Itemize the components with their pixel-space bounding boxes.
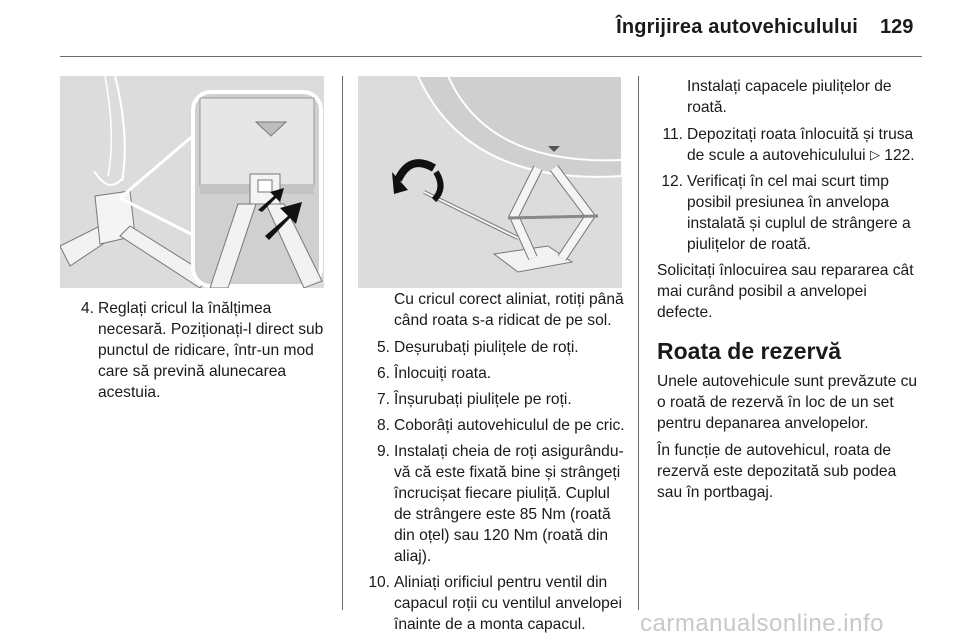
- step-number: 12.: [661, 173, 683, 190]
- watermark: carmanualsonline.info: [640, 610, 884, 637]
- arrow-reference-icon: ▷: [869, 147, 880, 162]
- list-item: [364, 441, 626, 567]
- column-1-text: [68, 298, 330, 408]
- step-number: 5.: [376, 339, 390, 356]
- step-number: 10.: [368, 574, 390, 591]
- list-item: [364, 415, 626, 436]
- step-text: Instalați cheia de roți asigurându-vă că este fixată bine și strângeți încrucișat fiecare piuliță. Cuplul de strângere este 85 Nm (roată din oțel) sau 120 Nm (roată din aliaj).: [394, 443, 624, 565]
- step-text: Aliniați orificiul pentru ventil din capacul roții cu ventilul anvelopei înainte de a monta capacul.: [394, 574, 622, 633]
- step-number: 9.: [376, 443, 390, 460]
- column-3-text: [657, 76, 923, 509]
- step-number: 7.: [376, 391, 390, 408]
- jack-cranking-illustration: [358, 76, 622, 288]
- page-header-title: Îngrijirea autovehiculului: [616, 16, 858, 38]
- paragraph: Solicitați înlocuirea sau repararea cât mai curând posibil a anvelopei defecte.: [657, 262, 914, 321]
- section-heading: Roata de rezervă: [657, 338, 842, 364]
- step-number: 8.: [376, 417, 390, 434]
- step-text: Înșurubați piulițele pe roți.: [394, 391, 572, 408]
- step-text: Coborâți autovehiculul de pe cric.: [394, 417, 625, 434]
- list-item: [364, 363, 626, 384]
- step-number: 4.: [80, 300, 94, 317]
- step-list-col3: [657, 124, 923, 255]
- step-text: Depozitați roata înlocuită și trusa de scule a autovehiculului: [687, 126, 914, 164]
- jack-cranking-svg: [358, 76, 622, 288]
- step-text: Deșurubați piulițele de roți.: [394, 339, 579, 356]
- jack-position-svg: [60, 76, 324, 288]
- step-list-col1: [68, 298, 330, 403]
- continuation-text: Cu cricul corect aliniat, rotiți până când roata s-a ridicat de pe sol.: [394, 291, 624, 329]
- continuation-text: Instalați capacele piulițelor de roată.: [687, 78, 892, 116]
- page-number: 129: [880, 16, 914, 38]
- list-item: [68, 298, 330, 403]
- jack-position-illustration: [60, 76, 324, 288]
- list-item: [364, 337, 626, 358]
- step-list-col2: [364, 337, 626, 635]
- step-number: 6.: [376, 365, 390, 382]
- column-divider: [342, 76, 343, 610]
- step-text: Reglați cricul la înălțimea necesară. Poziționați-l direct sub punctul de ridicare, într-un mod care să prevină alunecarea acestuia.: [98, 300, 324, 401]
- page-reference-link[interactable]: 122.: [884, 147, 915, 164]
- paragraph: Unele autovehicule sunt prevăzute cu o roată de rezervă în loc de un set pentru depanarea anvelopelor.: [657, 373, 918, 432]
- list-item: [657, 124, 923, 166]
- header-rule: [60, 56, 922, 57]
- list-item: [364, 389, 626, 410]
- step-text: Înlocuiți roata.: [394, 365, 492, 382]
- list-item: [364, 572, 626, 635]
- paragraph: În funcție de autovehicul, roata de rezervă este depozitată sub podea sau în portbagaj.: [657, 442, 897, 501]
- column-divider: [638, 76, 639, 610]
- step-text: Verificați în cel mai scurt timp posibil presiunea în anvelopa instalată și cuplul de strângere a piulițelor de roată.: [687, 173, 911, 253]
- step-number: 11.: [662, 126, 683, 143]
- column-2-text: [364, 289, 626, 640]
- list-item: [657, 171, 923, 255]
